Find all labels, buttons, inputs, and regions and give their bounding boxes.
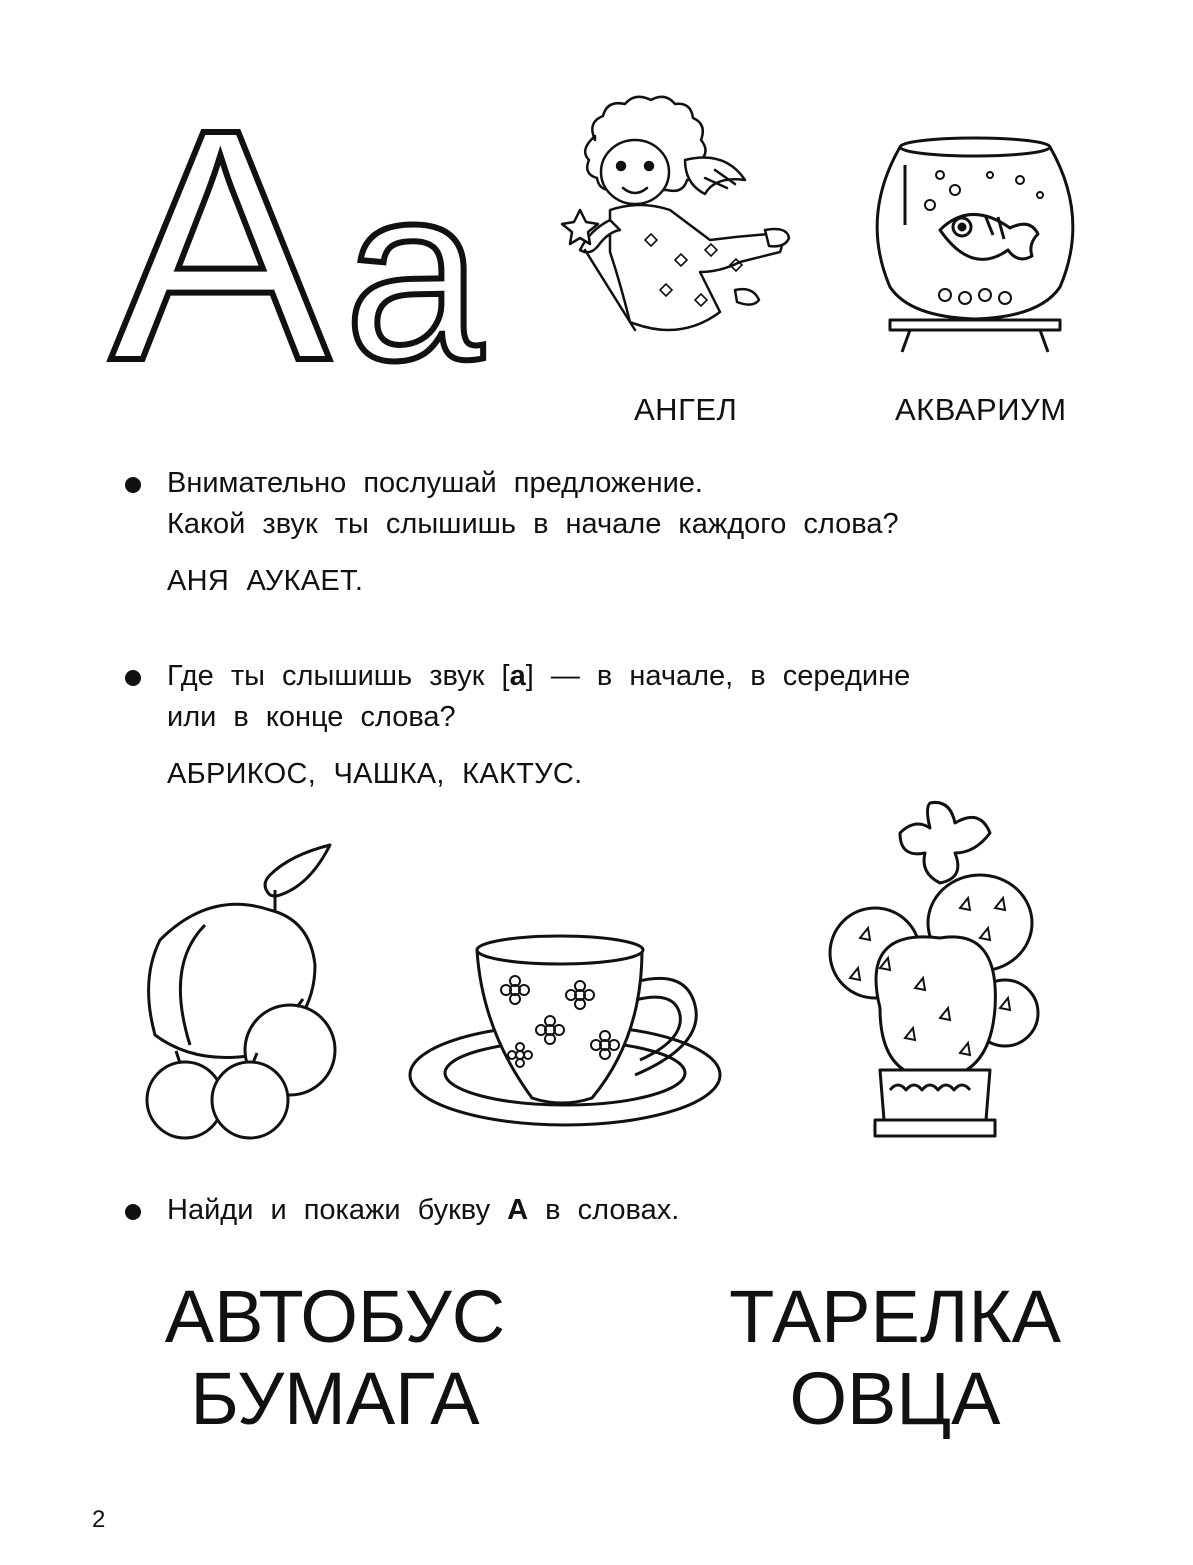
task-3-line-1-pre: Найди и покажи букву xyxy=(167,1194,508,1226)
cup-icon xyxy=(405,925,735,1135)
word-ovtsa: ОВЦА xyxy=(789,1357,1001,1440)
page-number: 2 xyxy=(92,1506,106,1533)
task-1-example: АНЯ АУКАЕТ. xyxy=(167,565,364,597)
aquarium-icon xyxy=(870,135,1080,345)
task-3 xyxy=(125,1190,1085,1231)
task-2 xyxy=(125,656,1085,795)
bullet-icon xyxy=(125,1204,141,1220)
task-1-line-1: Внимательно послушай предложение. xyxy=(167,467,703,499)
task-2-sound: а xyxy=(509,660,526,692)
task-2-line-1 xyxy=(167,656,1085,697)
big-letters xyxy=(110,60,540,429)
task-3-letter: А xyxy=(507,1194,529,1226)
task-2-example: АБРИКОС, ЧАШКА, КАКТУС. xyxy=(167,758,583,790)
big-letter-lower: а xyxy=(344,133,480,412)
word-bumaga: БУМАГА xyxy=(190,1357,480,1440)
task-2-line-1-pre: Где ты слышишь звук [ xyxy=(167,660,510,692)
big-letter-upper: А xyxy=(110,60,327,429)
task-2-line-2: или в конце слова? xyxy=(167,701,456,733)
words-left xyxy=(140,1276,530,1440)
label-angel: АНГЕЛ xyxy=(634,392,738,427)
task-3-line-1 xyxy=(167,1190,1085,1231)
bullet-icon xyxy=(125,670,141,686)
task-2-line-1-post: ] — в начале, в середине xyxy=(525,660,911,692)
task-1 xyxy=(125,463,1085,602)
word-tarelka: ТАРЕЛКА xyxy=(729,1275,1061,1358)
task-3-line-1-post: в словах. xyxy=(528,1194,680,1226)
cactus-icon xyxy=(820,798,1045,1143)
words-right xyxy=(710,1276,1080,1440)
task-1-line-2: Какой звук ты слышишь в начале каждого слова? xyxy=(167,508,899,540)
angel-icon xyxy=(565,100,815,350)
apricots-icon xyxy=(135,845,355,1145)
word-avtobus: АВТОБУС xyxy=(164,1275,506,1358)
bullet-icon xyxy=(125,477,141,493)
label-aquarium: АКВАРИУМ xyxy=(895,392,1067,427)
